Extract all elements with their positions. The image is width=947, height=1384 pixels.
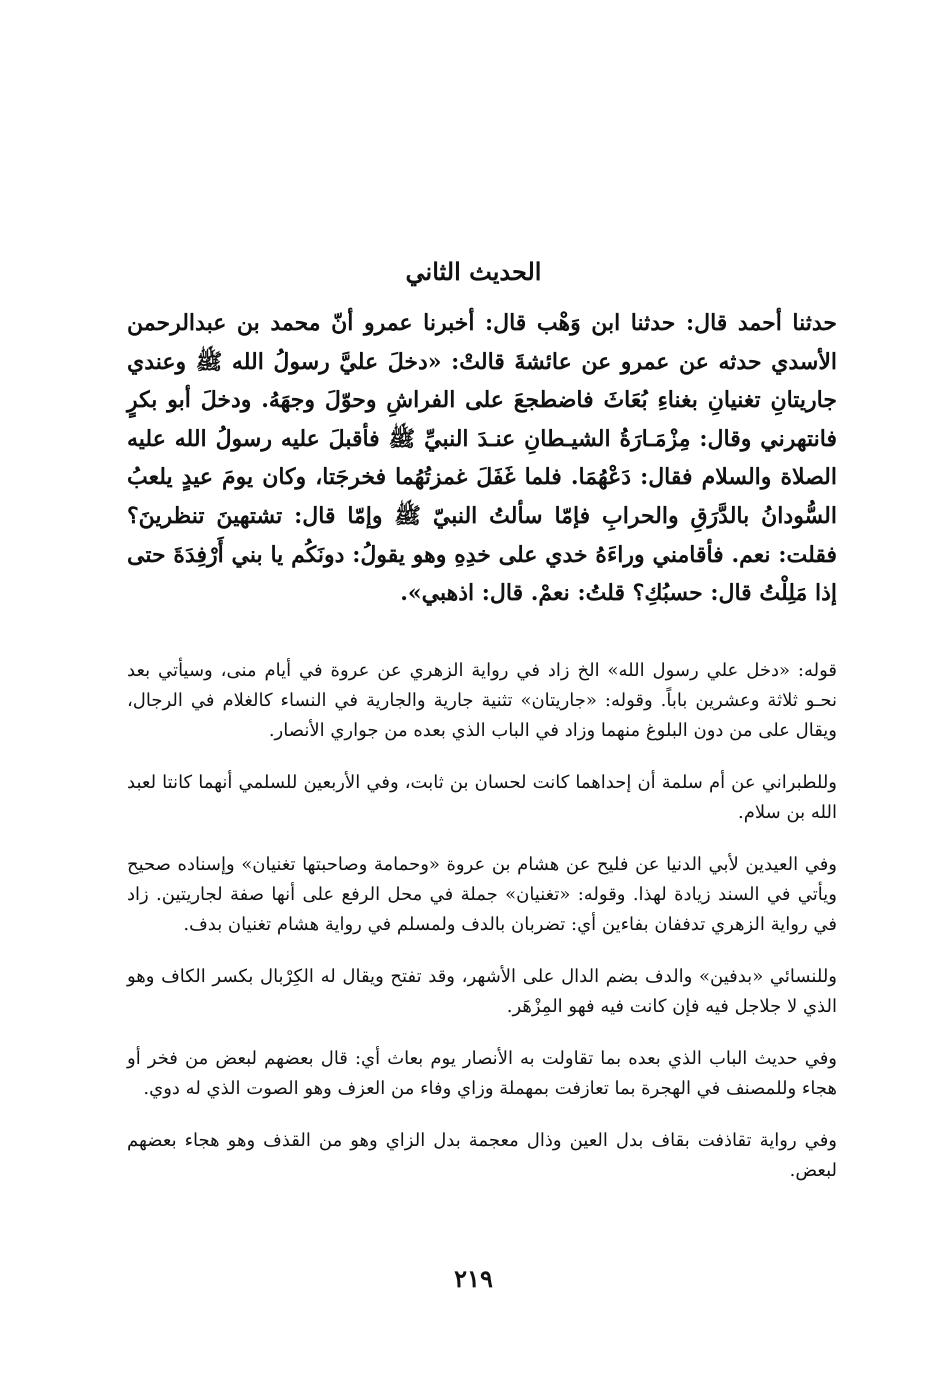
commentary-paragraph: وللنسائي «بدفين» والدف بضم الدال على الأشهر، وقد تفتح ويقال له الكِرْبال بكسر الكاف وهو الذي لا جلاجل فيه فإن كانت فيه فهو المِزْهَر. bbox=[127, 966, 837, 1017]
commentary-paragraph: وللطبراني عن أم سلمة أن إحداهما كانت لحسان بن ثابت، وفي الأربعين للسلمي أنهما كانتا لعبد الله بن سلام. bbox=[127, 772, 837, 823]
section-title: الحديث الثاني bbox=[405, 257, 542, 286]
commentary-paragraph: وفي العيدين لأبي الدنيا عن فليح عن هشام بن عروة «وحمامة وصاحبتها تغنيان» وإسناده صحيح ويأتي في السند زيادة لهذا. وقوله: «تغنيان» جملة في محل الرفع على أنها صفة لجاريتين. زاد في رواية الزهري تدففان بفاءين أي: تضربان بالدف ولمسلم في رواية هشام تغنيان بدف. bbox=[127, 854, 837, 935]
page-number: ٢١٩ bbox=[454, 1264, 493, 1293]
commentary-section bbox=[127, 656, 837, 1208]
commentary-paragraph: وفي حديث الباب الذي بعده بما تقاولت به الأنصار يوم بعاث أي: قال بعضهم لبعض من فخر أو هجاء وللمصنف في الهجرة بما تعازفت بمهملة وزاي وفاء من العزف وهو الصوت الذي له دوي. bbox=[127, 1048, 837, 1099]
hadith-text: حدثنا أحمد قال: حدثنا ابن وَهْب قال: أخبرنا عمرو أنّ محمد بن عبدالرحمن الأسدي حدثه عن عمرو عن عائشةَ قالتْ: «دخلَ عليَّ رسولُ الله ﷺ وعندي جاريتانِ تغنيانِ بغناءِ بُعَاثَ فاضطجعَ على الفراشِ وحوّلَ وجهَهُ. ودخلَ أبو بكرٍ فانتهرني وقال: مِزْمَـارَةُ الشيـطانِ عنـدَ النبيِّ ﷺ فأقبلَ عليه رسولُ الله عليه الصلاة والسلام فقال: دَعْهُمَا. فلما غَفَلَ غمزتُهُما فخرجَتا، وكان يومَ عيدٍ يلعبُ السُّودانُ بالدَّرَقِ والحرابِ فإمّا سألتُ النبيّ ﷺ وإمّا قال: تشتهينَ تنظرينَ؟ فقلت: نعم. فأقامني وراءَهُ خدي على خدِهِ وهو يقولُ: دونَكُم يا بني أَرْفِدَةَ حتى إذا مَلِلْتُ قال: حسبُكِ؟ قلتُ: نعمْ. قال: اذهبي». bbox=[127, 310, 837, 607]
commentary-paragraph: قوله: «دخل علي رسول الله» الخ زاد في رواية الزهري عن عروة في أيام منى، وسيأتي بعد نحـو ثلاثة وعشرين باباً. وقوله: «جاريتان» تثنية جارية والجارية في النساء كالغلام في الرجال، ويقال على من دون البلوغ منهما وزاد في الباب الذي بعده من جواري الأنصار. bbox=[127, 660, 837, 741]
commentary-paragraph: وفي رواية تقاذفت بقاف بدل العين وذال معجمة بدل الزاي وهو من القذف وهو هجاء بعضهم لبعض. bbox=[127, 1130, 837, 1181]
